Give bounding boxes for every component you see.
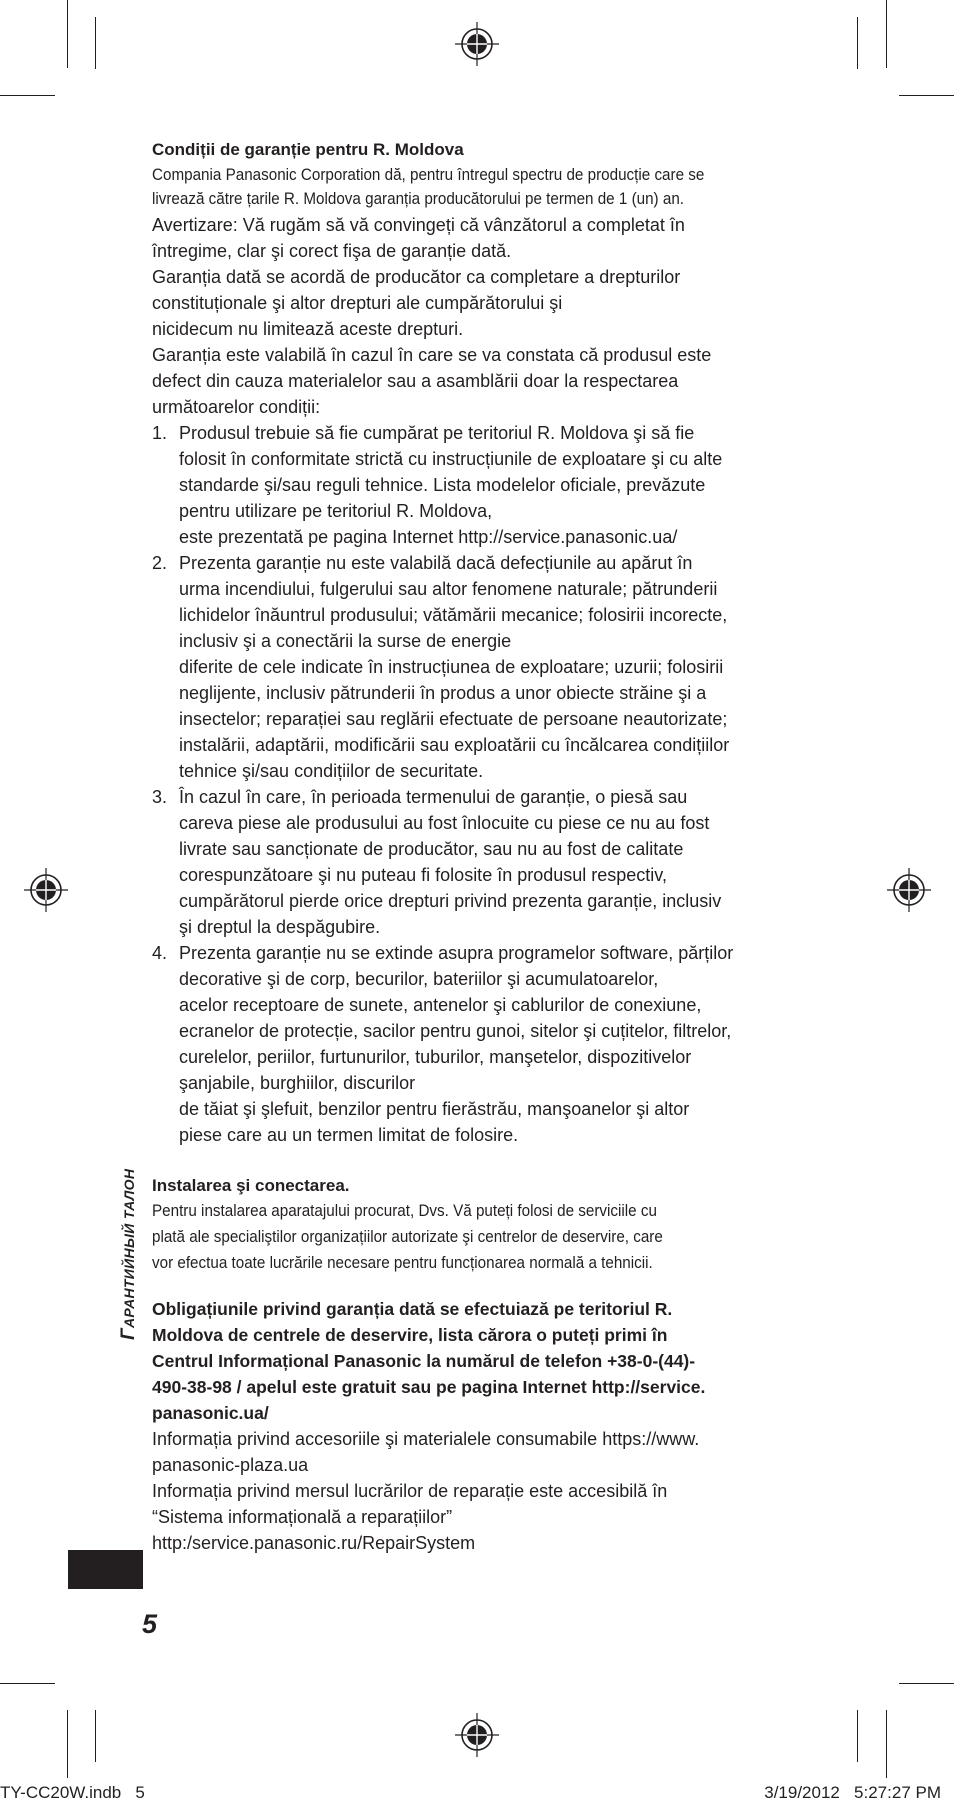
list-item-line: urma incendiului, fulgerului sau altor fenomene naturale; pătrunderii: [179, 579, 718, 599]
section-heading-warranty: Condiții de garanție pentru R. Moldova: [152, 140, 464, 159]
closing-line: Informația privind accesoriile şi materialele consumabile https://www.: [152, 1429, 700, 1449]
spacer: [152, 1276, 782, 1296]
intro-line: Compania Panasonic Corporation dă, pentru întregul spectru de producție care se: [152, 166, 705, 184]
list-item-line: livrate sau sancționate de producător, sau nu au fost de calitate: [179, 839, 684, 859]
list-item: [152, 550, 782, 784]
document-body: [152, 138, 782, 1556]
list-item-line: decorative şi de corp, becurilor, bateriilor şi acumulatoarelor,: [179, 969, 659, 989]
bold-line: Centrul Informațional Panasonic la numărul de telefon +38-0-(44)-: [152, 1351, 696, 1371]
crop-mark: [899, 95, 954, 96]
registration-mark-icon: [455, 1713, 499, 1757]
paragraph-line: nicidecum nu limitează aceste drepturi.: [152, 319, 464, 339]
crop-mark: [95, 17, 96, 69]
paragraph-line: întregime, clar şi corect fişa de garanție dată.: [152, 241, 512, 261]
list-item-line: tehnice şi/sau condițiilor de securitate.: [179, 761, 484, 781]
list-item-line: standarde şi/sau reguli tehnice. Lista modelelor oficiale, prevăzute: [179, 475, 706, 495]
closing-line: http:/service.panasonic.ru/RepairSystem: [152, 1533, 476, 1553]
crop-mark: [857, 1710, 858, 1762]
list-item-line: În cazul în care, în perioada termenului de garanție, o piesă sau: [179, 787, 688, 807]
crop-mark: [899, 1683, 954, 1684]
registration-mark-icon: [455, 22, 499, 66]
conditions-list: [152, 420, 782, 1148]
bold-line: panasonic.ua/: [152, 1403, 269, 1423]
crop-mark: [0, 1683, 55, 1684]
list-item-line: instalării, adaptării, modificării sau exploatării cu încălcarea condițiilor: [179, 735, 730, 755]
crop-mark: [67, 0, 68, 68]
paragraph-line: constituționale şi altor drepturi ale cumpărătorului şi: [152, 293, 563, 313]
list-item-line: şanjabile, burghiilor, discurilor: [179, 1073, 416, 1093]
list-item: [152, 784, 782, 940]
closing-line: panasonic-plaza.ua: [152, 1455, 309, 1475]
list-item-line: insectelor; reparației sau reglării efectuate de persoane neautorizate;: [179, 709, 728, 729]
list-item-line: lichidelor înăuntrul produsului; vătămării mecanice; folosirii incorecte,: [179, 605, 728, 625]
crop-mark: [886, 1710, 887, 1778]
list-item: [152, 940, 782, 1148]
list-item-line: ecranelor de protecție, sacilor pentru gunoi, sitelor şi cuțitelor, filtrelor,: [179, 1021, 732, 1041]
footer-timestamp: 3/19/2012 5:27:27 PM: [764, 1783, 941, 1802]
list-item-line: careva piese ale produsului au fost înlocuite cu piese ce nu au fost: [179, 813, 710, 833]
section-heading-installation: Instalarea şi conectarea.: [152, 1176, 350, 1195]
list-item-number: 3.: [152, 787, 168, 807]
closing-line: Informația privind mersul lucrărilor de reparație este accesibilă în: [152, 1481, 668, 1501]
registration-mark-icon: [24, 868, 68, 912]
list-item-line: folosit în conformitate strictă cu instrucțiunile de exploatare şi cu alte: [179, 449, 723, 469]
side-label-warranty-card: [118, 1169, 140, 1340]
paragraph-line: defect din cauza materialelor sau a asamblării doar la respectarea: [152, 371, 679, 391]
closing-line: “Sistema informațională a reparațiilor”: [152, 1507, 453, 1527]
list-item-line: acelor receptoare de sunete, antenelor şi cablurilor de conexiune,: [179, 995, 702, 1015]
crop-mark: [857, 17, 858, 69]
paragraph-line: Garanția este valabilă în cazul în care se va constata că produsul este: [152, 345, 712, 365]
list-item-line: este prezentată pe pagina Internet http://service.panasonic.ua/: [179, 527, 678, 547]
crop-mark: [886, 0, 887, 68]
crop-mark: [0, 95, 55, 96]
footer-file-info: TY-CC20W.indb 5: [0, 1783, 145, 1802]
paragraph-line: următoarelor condiții:: [152, 397, 321, 417]
list-item: [152, 420, 782, 550]
section-tab: [68, 1550, 143, 1589]
list-item-line: curelelor, periilor, furtunurilor, tuburilor, manşetelor, dispozitivelor: [179, 1047, 692, 1067]
list-item-line: Produsul trebuie să fie cumpărat pe teritoriul R. Moldova şi să fie: [179, 423, 695, 443]
list-item-number: 1.: [152, 423, 168, 443]
list-item-line: şi dreptul la despăgubire.: [179, 917, 381, 937]
intro-line: livrează către țarile R. Moldova garanția producătorului pe termen de 1 (un) an.: [152, 190, 685, 208]
page-number: 5: [142, 1609, 158, 1639]
list-item-line: de tăiat şi şlefuit, benzilor pentru fierăstrău, manşoanelor şi altor: [179, 1099, 690, 1119]
bold-line: 490-38-98 / apelul este gratuit sau pe pagina Internet http://service.: [152, 1377, 706, 1397]
list-item-line: cumpărătorul pierde orice drepturi privind prezenta garanție, inclusiv: [179, 891, 722, 911]
paragraph-line: Garanția dată se acordă de producător ca completare a drepturilor: [152, 267, 681, 287]
list-item-line: pentru utilizare pe teritoriul R. Moldova,: [179, 501, 493, 521]
list-item-line: inclusiv şi a conectării la surse de energie: [179, 631, 512, 651]
crop-mark: [67, 1710, 68, 1778]
paragraph-line: Avertizare: Vă rugăm să vă convingeți că vânzătorul a completat în: [152, 215, 685, 235]
list-item-line: neglijente, inclusiv pătrunderii în produs a unor obiecte străine şi a: [179, 683, 707, 703]
install-line: plată ale specialiştilor organizațiilor autorizate şi centrelor de deservire, care: [152, 1228, 663, 1246]
list-item-line: Prezenta garanție nu este valabilă dacă defecțiunile au apărut în: [179, 553, 693, 573]
install-line: vor efectua toate lucrările necesare pentru funcționarea normală a tehnicii.: [152, 1254, 653, 1272]
list-item-number: 4.: [152, 943, 168, 963]
list-item-line: Prezenta garanție nu se extinde asupra programelor software, părților: [179, 943, 734, 963]
side-label-text: АРАНТИЙНЫЙ ТАЛОН: [121, 1168, 137, 1329]
list-item-number: 2.: [152, 553, 168, 573]
side-label-initial: Г: [118, 1328, 139, 1340]
spacer: [152, 1148, 782, 1174]
bold-line: Obligațiunile privind garanția dată se efectuiază pe teritoriul R.: [152, 1299, 673, 1319]
bold-line: Moldova de centrele de deservire, lista cărora o puteți primi în: [152, 1325, 668, 1345]
install-line: Pentru instalarea aparatajului procurat, Dvs. Vă puteți folosi de serviciile cu: [152, 1202, 657, 1220]
list-item-line: corespunzătoare şi nu puteau fi folosite în produsul respectiv,: [179, 865, 667, 885]
list-item-line: diferite de cele indicate în instrucțiunea de exploatare; uzurii; folosirii: [179, 657, 724, 677]
crop-mark: [95, 1710, 96, 1762]
list-item-line: piese care au un termen limitat de folosire.: [179, 1125, 519, 1145]
registration-mark-icon: [887, 868, 931, 912]
